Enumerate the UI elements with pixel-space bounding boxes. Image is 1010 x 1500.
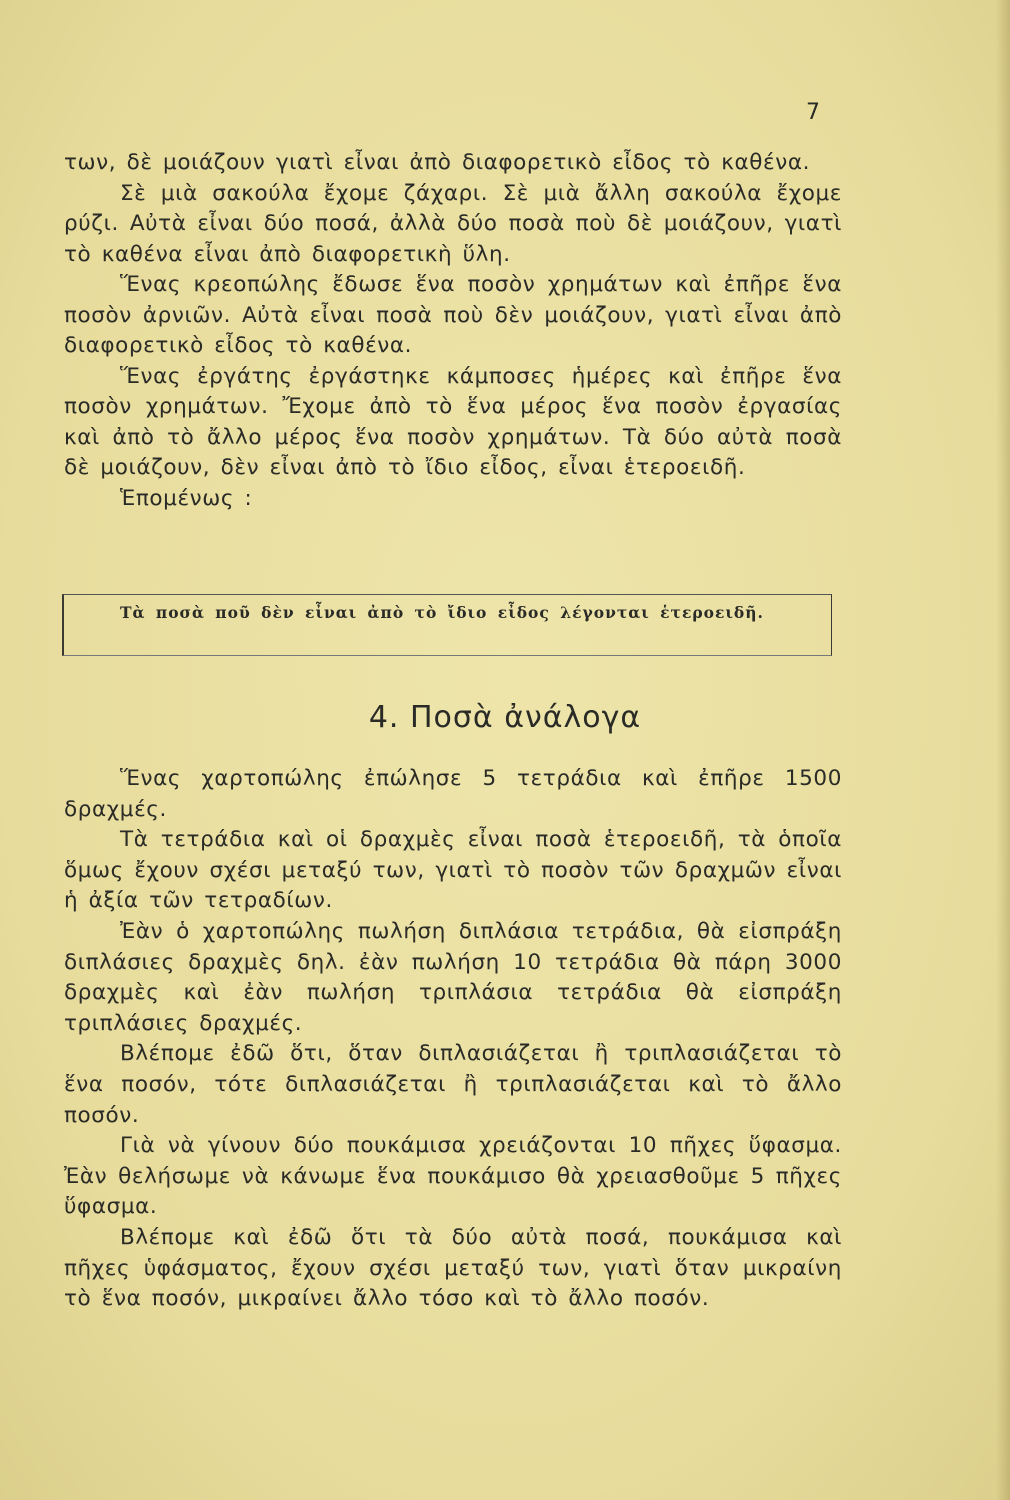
paragraph: των, δὲ μοιάζουν γιατὶ εἶναι ἀπὸ διαφορετικὸ εἶδος τὸ καθένα. xyxy=(64,150,811,175)
paragraph: Ἕνας χαρτοπώλης ἐπώλησε 5 τετράδια καὶ ἐπῆρε 1500 δραχμές. xyxy=(64,766,842,822)
rule-box xyxy=(62,594,832,656)
paragraph: Ἐὰν ὁ χαρτοπώλης πωλήση διπλάσια τετράδια, θὰ εἰσπράξη διπλάσιες δραχμὲς δηλ. ἐὰν πωλήση 10 τετράδια θὰ πάρη 3000 δραχμὲς καὶ ἐὰν πωλήση τριπλάσια τετράδια θὰ εἰσπράξη τριπλάσιες δραχμές. xyxy=(64,918,842,1036)
paragraph: Γιὰ νὰ γίνουν δύο πουκάμισα χρειάζονται 10 πῆχες ὕφασμα. Ἐὰν θελήσωμε νὰ κάνωμε ἕνα πουκάμισο θὰ χρειασθοῦμε 5 πῆχες ὕφασμα. xyxy=(64,1133,842,1220)
page-edge-shadow xyxy=(996,0,1010,1500)
paragraph: Βλέπομε ἐδῶ ὅτι, ὅταν διπλασιάζεται ἢ τριπλασιάζεται τὸ ἕνα ποσόν, τότε διπλασιάζεται ἢ τριπλασιάζεται καὶ τὸ ἄλλο ποσόν. xyxy=(64,1041,842,1128)
paragraph: Ἕνας ἐργάτης ἐργάστηκε κάμποσες ἡμέρες καὶ ἐπῆρε ἕνα ποσὸν χρημάτων. Ἔχομε ἀπὸ τὸ ἕνα μέρος ἕνα ποσὸν ἐργασίας καὶ ἀπὸ τὸ ἄλλο μέρος ἕνα ποσὸν χρημάτων. Τὰ δύο αὐτὰ ποσὰ δὲ μοιάζουν, δὲν εἶναι ἀπὸ τὸ ἴδιο εἶδος, εἶναι ἑτεροειδῆ. xyxy=(64,363,842,480)
body-text xyxy=(64,148,842,514)
section-body xyxy=(64,764,842,1315)
section-heading: 4. Ποσὰ ἀνάλογα xyxy=(368,700,642,735)
paragraph: Ἑπομένως : xyxy=(120,485,253,511)
paragraph: Τὰ τετράδια καὶ οἱ δραχμὲς εἶναι ποσὰ ἑτεροειδῆ, τὰ ὁποῖα ὅμως ἔχουν σχέσι μεταξύ των, γιατὶ τὸ ποσὸν τῶν δραχμῶν εἶναι ἡ ἀξία τῶν τετραδίων. xyxy=(64,827,842,914)
page-number: 7 xyxy=(806,100,821,125)
paragraph: Ἕνας κρεοπώλης ἔδωσε ἕνα ποσὸν χρημάτων καὶ ἐπῆρε ἕνα ποσὸν ἀρνιῶν. Αὐτὰ εἶναι ποσὰ ποὺ δὲν μοιάζουν, γιατὶ εἶναι ἀπὸ διαφορετικὸ εἶδος τὸ καθένα. xyxy=(64,272,842,358)
rule-text: Τὰ ποσὰ ποῦ δὲν εἶναι ἀπὸ τὸ ἴδιο εἶδος λέγονται ἑτεροειδῆ. xyxy=(120,603,764,622)
paragraph: Σὲ μιὰ σακούλα ἔχομε ζάχαρι. Σὲ μιὰ ἄλλη σακούλα ἔχομε ρύζι. Αὐτὰ εἶναι δύο ποσά, ἀλλὰ δύο ποσὰ ποὺ δὲ μοιάζουν, γιατὶ τὸ καθένα εἶναι ἀπὸ διαφορετικὴ ὕλη. xyxy=(64,180,842,267)
paragraph: Βλέπομε καὶ ἐδῶ ὅτι τὰ δύο αὐτὰ ποσά, πουκάμισα καὶ πῆχες ὑφάσματος, ἔχουν σχέσι μεταξύ των, γιατὶ ὅταν μικραίνη τὸ ἕνα ποσόν, μικραίνει ἄλλο τόσο καὶ τὸ ἄλλο ποσόν. xyxy=(64,1224,842,1312)
